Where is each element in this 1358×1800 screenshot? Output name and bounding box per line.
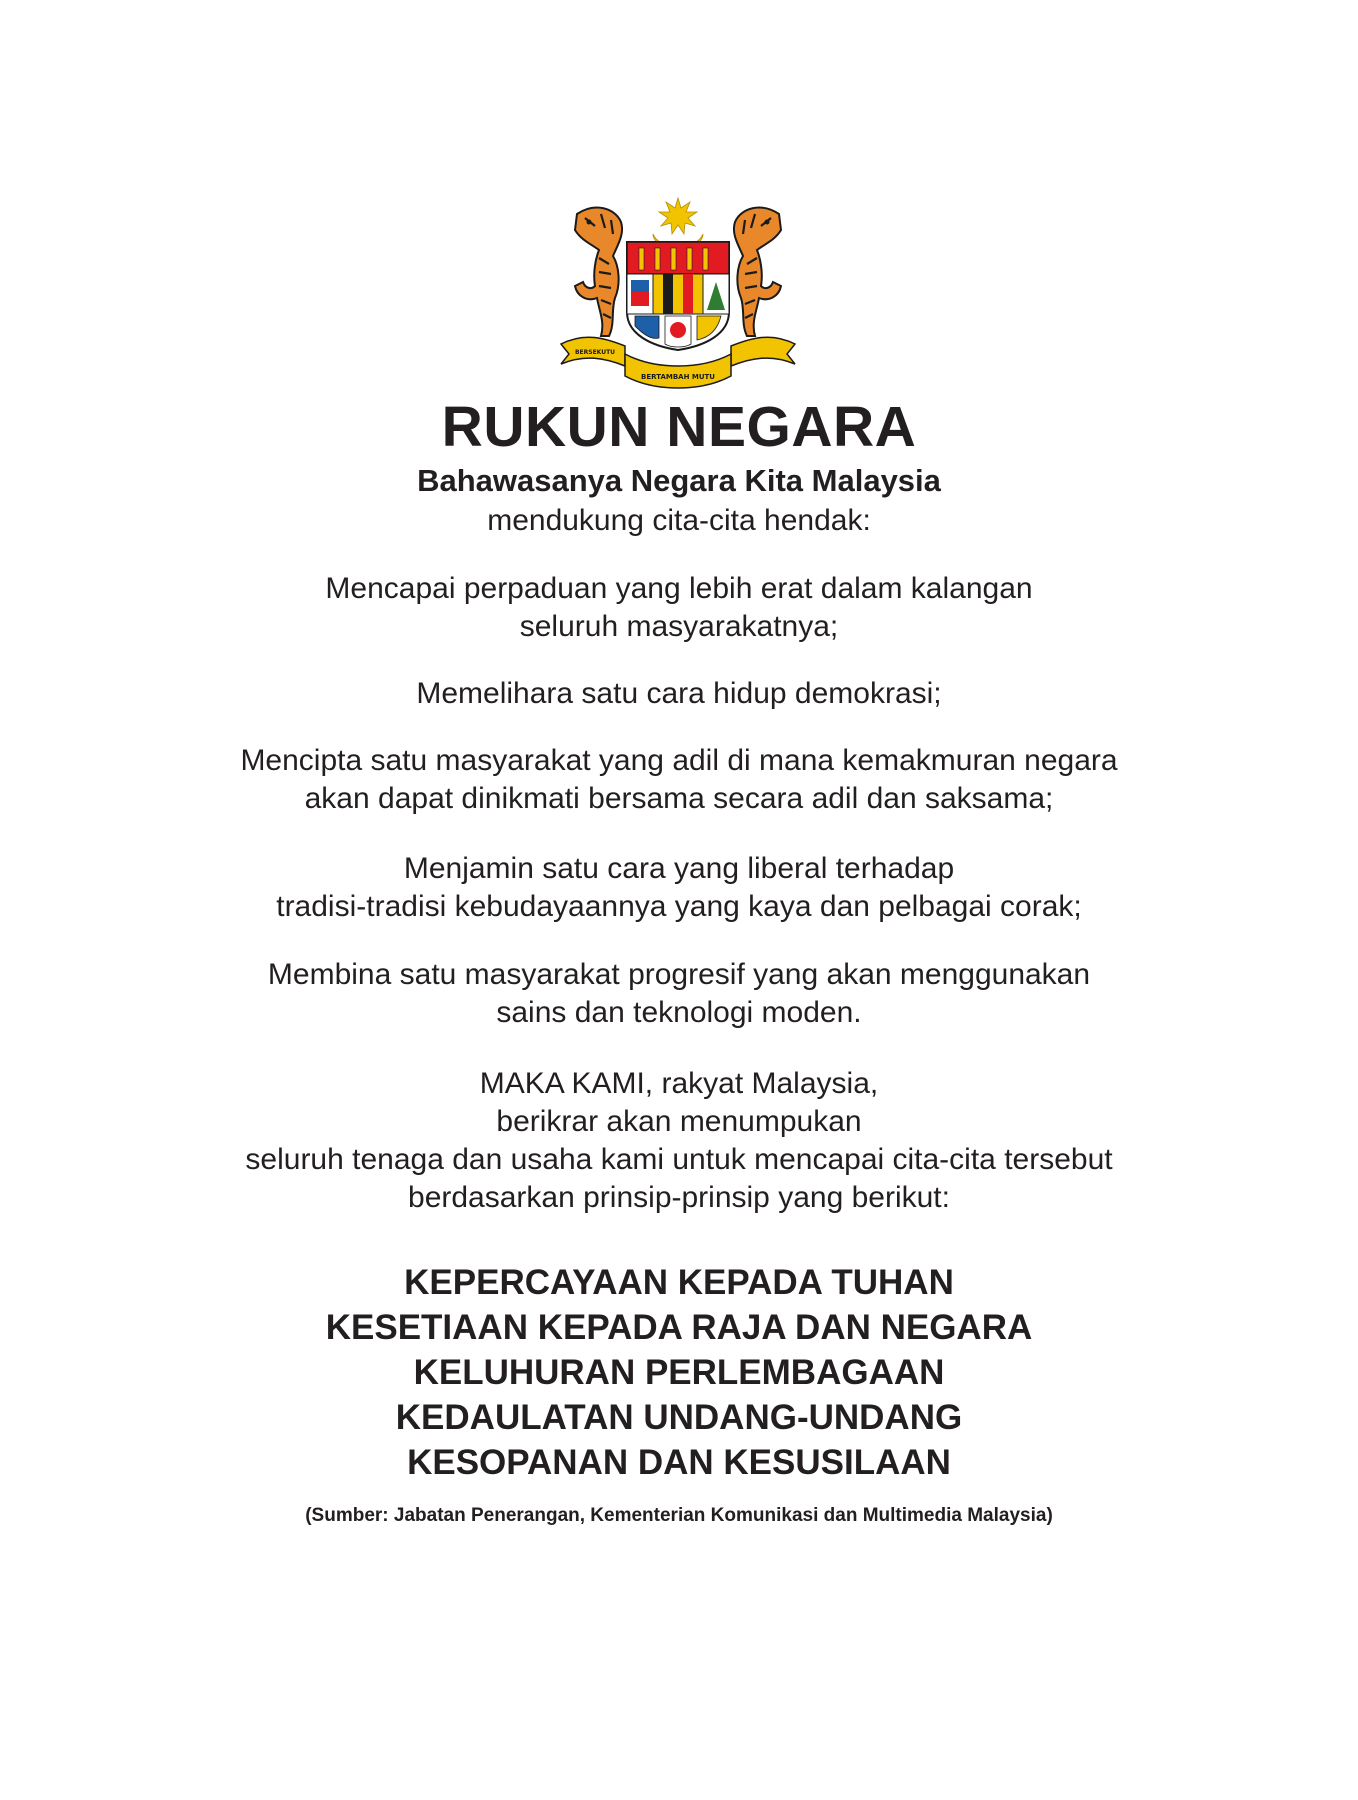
pledge-paragraph — [0, 1065, 1358, 1217]
objective-3 — [0, 742, 1358, 818]
objective-4-line-2: tradisi-tradisi kebudayaannya yang kaya dan pelbagai corak; — [276, 890, 1082, 923]
pledge-line-3: seluruh tenaga dan usaha kami untuk mencapai cita-cita tersebut — [245, 1143, 1113, 1176]
objective-1 — [0, 570, 1358, 646]
objective-4 — [0, 850, 1358, 926]
objective-2 — [0, 675, 1358, 713]
principle-1: KEPERCAYAAN KEPADA TUHAN — [404, 1263, 954, 1302]
objective-4-line-1: Menjamin satu cara yang liberal terhadap — [403, 852, 955, 885]
objective-5-line-2: sains dan teknologi moden. — [496, 996, 862, 1029]
principle-5: KESOPANAN DAN KESUSILAAN — [407, 1443, 951, 1482]
principles-list — [0, 1260, 1358, 1485]
left-tiger-icon — [575, 208, 622, 336]
banner-center-text: BERTAMBAH MUTU — [641, 373, 715, 381]
objective-1-line-1: Mencapai perpaduan yang lebih erat dalam kalangan — [325, 572, 1033, 605]
banner-left-text: BERSEKUTU — [574, 349, 616, 356]
source-note: (Sumber: Jabatan Penerangan, Kementerian Komunikasi dan Multimedia Malaysia) — [305, 1505, 1053, 1526]
pledge-line-1: MAKA KAMI, rakyat Malaysia, — [479, 1067, 879, 1100]
principle-3: KELUHURAN PERLEMBAGAAN — [413, 1353, 945, 1392]
objective-3-line-2: akan dapat dinikmati bersama secara adil dan saksama; — [304, 782, 1054, 815]
principle-2: KESETIAAN KEPADA RAJA DAN NEGARA — [325, 1308, 1033, 1347]
page-title: RUKUN NEGARA — [441, 395, 917, 459]
objective-5-line-1: Membina satu masyarakat progresif yang akan menggunakan — [267, 958, 1091, 991]
pledge-line-4: berdasarkan prinsip-prinsip yang berikut: — [408, 1181, 950, 1214]
intro-text: mendukung cita-cita hendak: — [487, 504, 871, 537]
principle-4: KEDAULATAN UNDANG-UNDANG — [395, 1398, 963, 1437]
pledge-line-2: berikrar akan menumpukan — [496, 1105, 862, 1138]
objective-2-line-1: Memelihara satu cara hidup demokrasi; — [416, 677, 942, 710]
coat-of-arms-icon — [555, 194, 801, 390]
objective-3-line-1: Mencipta satu masyarakat yang adil di mana kemakmuran negara — [240, 744, 1118, 777]
objective-1-line-2: seluruh masyarakatnya; — [519, 610, 839, 643]
right-tiger-icon — [734, 208, 781, 336]
page-subtitle: Bahawasanya Negara Kita Malaysia — [417, 463, 941, 498]
shield-icon — [627, 242, 729, 350]
star-crescent-icon — [653, 198, 703, 249]
objective-5 — [0, 956, 1358, 1032]
